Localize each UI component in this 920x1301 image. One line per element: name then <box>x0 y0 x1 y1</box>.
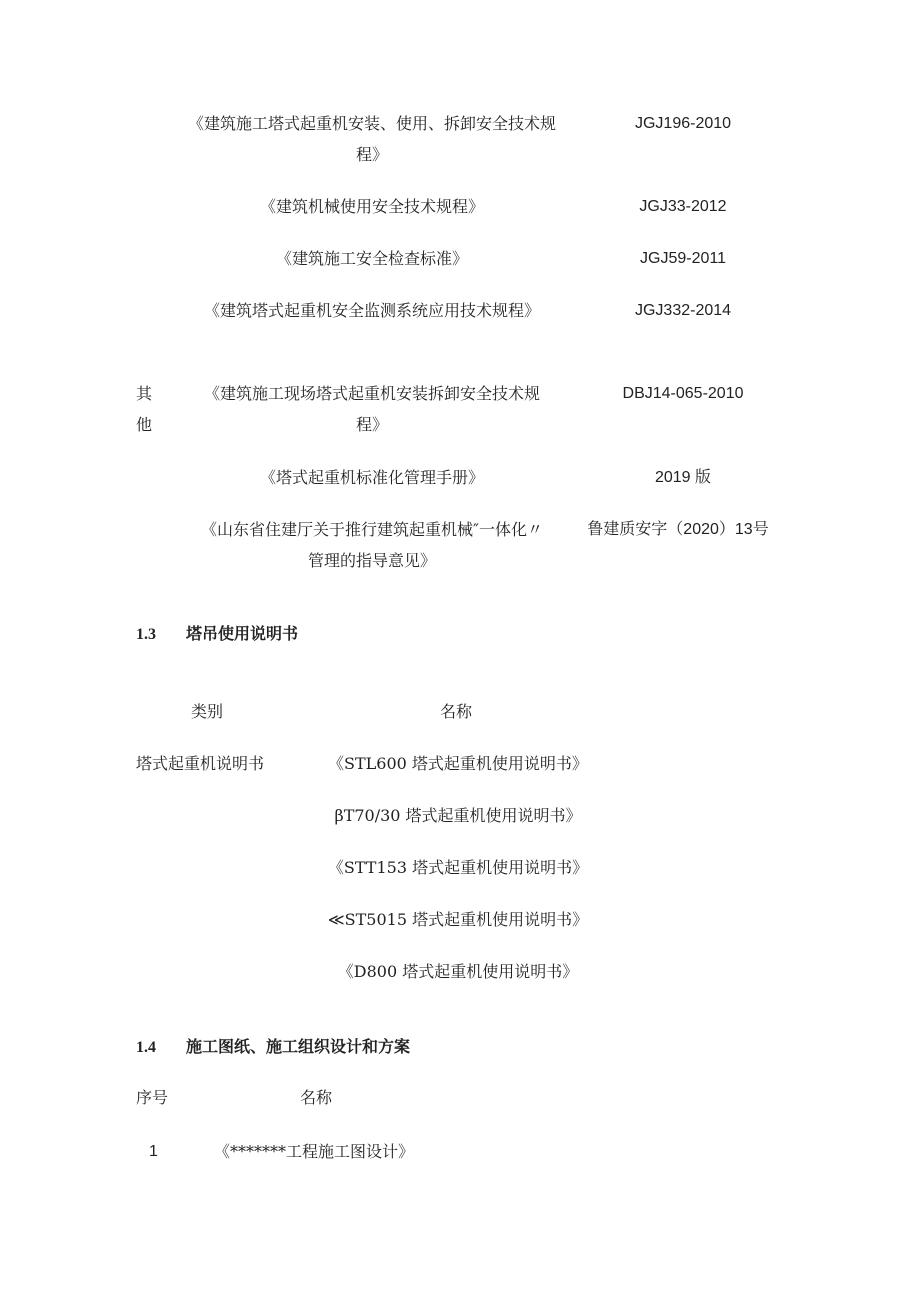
column-header-index: 序号 <box>136 1088 169 1107</box>
manual-item-4: ≪ST5015 塔式起重机使用说明书》 <box>327 910 589 929</box>
standard-code-7: 鲁建质安字（2020）13号 <box>587 521 769 538</box>
manual-item-3: 《STT153 塔式起重机使用说明书》 <box>327 858 589 877</box>
section-number: 1.4 <box>136 1039 156 1056</box>
standard-code-1: JGJ196-2010 <box>634 115 732 132</box>
standard-code-4: JGJ332-2014 <box>634 302 732 319</box>
standard-code-5: DBJ14-065-2010 <box>622 385 744 402</box>
standard-name-3: 《建筑施工安全检查标准》 <box>275 249 468 268</box>
standard-name-2: 《建筑机械使用安全技术规程》 <box>259 197 484 216</box>
column-header-name: 名称 <box>300 1088 333 1107</box>
standard-name-6: 《塔式起重机标准化管理手册》 <box>259 468 484 487</box>
table-row-index: 1 <box>149 1143 158 1160</box>
standard-name-5: 《建筑施工现场塔式起重机安装拆卸安全技术规程》 <box>203 384 540 434</box>
column-header-name: 名称 <box>440 702 473 721</box>
table-row-name: 《*******工程施工图设计》 <box>214 1142 415 1161</box>
section-heading-1-3 <box>136 618 298 650</box>
standard-name-4: 《建筑塔式起重机安全监测系统应用技术规程》 <box>203 301 540 320</box>
manual-category: 塔式起重机说明书 <box>136 754 265 773</box>
standard-name-1: 《建筑施工塔式起重机安装、使用、拆卸安全技术规程》 <box>187 114 556 164</box>
manual-item-5: 《D800 塔式起重机使用说明书》 <box>337 962 579 981</box>
section-title: 塔吊使用说明书 <box>186 624 299 643</box>
standard-code-6: 2019 版 <box>654 469 712 486</box>
standard-code-3: JGJ59-2011 <box>640 250 726 267</box>
section-heading-1-4 <box>136 1031 410 1063</box>
standard-code-2: JGJ33-2012 <box>639 198 727 215</box>
manual-item-1: 《STL600 塔式起重机使用说明书》 <box>328 754 588 773</box>
section-title: 施工图纸、施工组织设计和方案 <box>186 1037 411 1056</box>
manual-item-2: βT70∕30 塔式起重机使用说明书》 <box>334 806 582 825</box>
standard-name-7: 《山东省住建厅关于推行建筑起重机械″一体化〃管理的指导意见》 <box>201 520 543 570</box>
other-category-label: 其他 <box>136 384 153 434</box>
section-number: 1.3 <box>136 626 156 643</box>
column-header-category: 类别 <box>191 702 224 721</box>
